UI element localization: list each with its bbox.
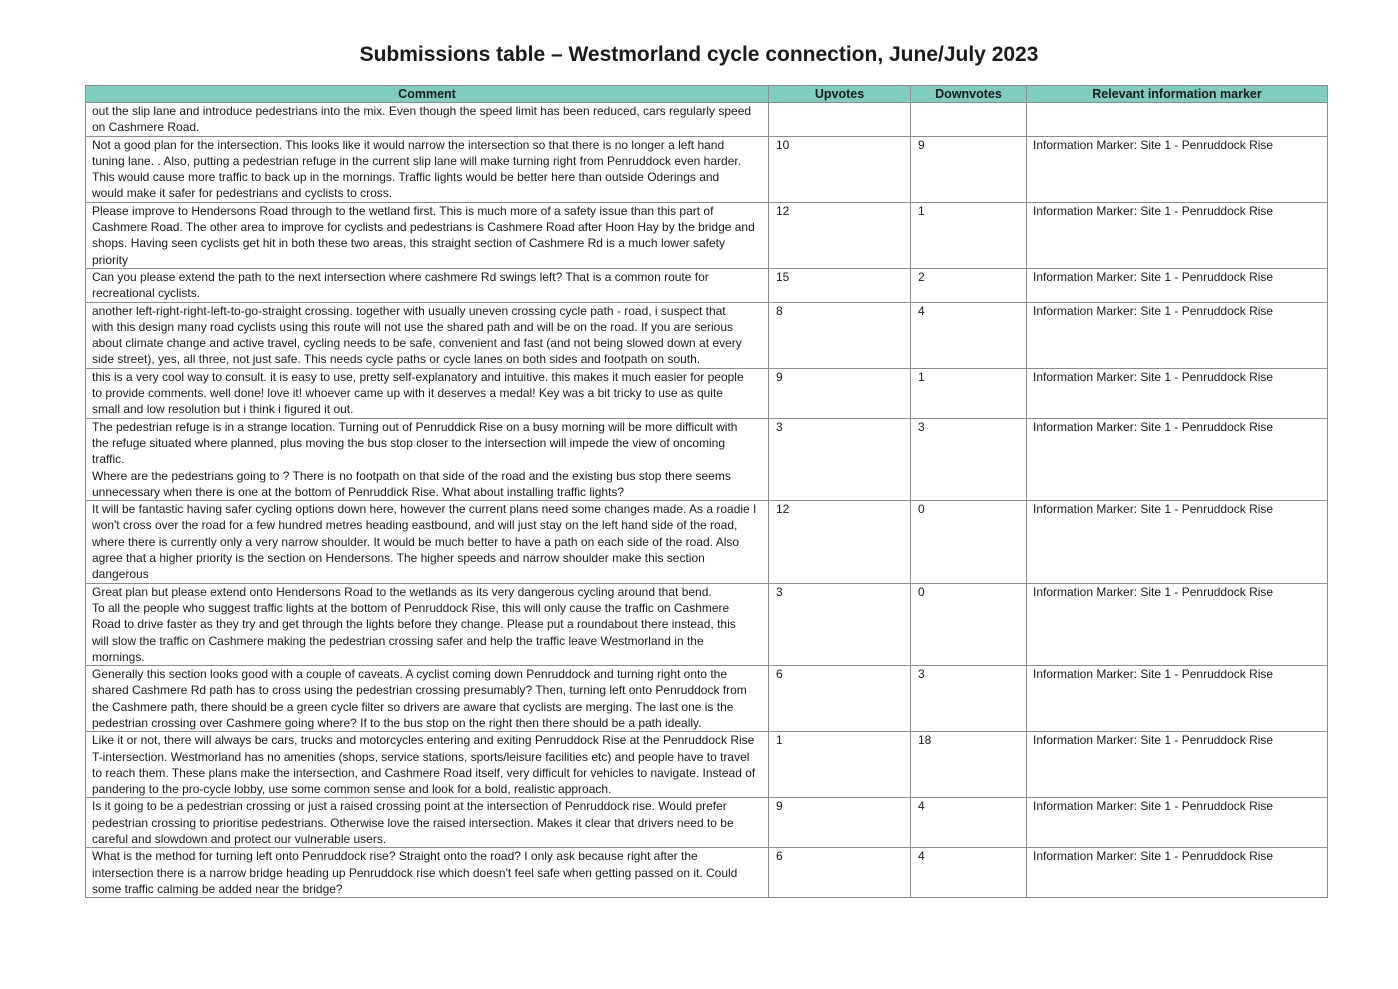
upvotes-cell: 3 bbox=[769, 583, 911, 665]
marker-cell bbox=[1027, 103, 1328, 137]
comment-cell: another left-right-right-left-to-go-straight crossing. together with usually uneven crossing cycle path - road, i suspect that with this design many road cyclists using this route will not use the shared path and will be on the road. If you are serious about climate change and active travel, cycling needs to be safe, convenient and fast (and not being slowed down at every side street), yes, all three, not just safe. This needs cycle paths or cycle lanes on both sides and footpath on south. bbox=[86, 302, 769, 368]
table-row bbox=[86, 103, 1328, 137]
comment-cell: What is the method for turning left onto Penruddock rise? Straight onto the road? I only ask because right after the intersection there is a narrow bridge heading up Penruddock rise which doesn't feel safe when getting passed on it. Could some traffic calming be added near the bridge? bbox=[86, 848, 769, 898]
upvotes-cell: 6 bbox=[769, 848, 911, 898]
downvotes-cell: 9 bbox=[911, 136, 1027, 202]
table-row bbox=[86, 418, 1328, 500]
table-row bbox=[86, 583, 1328, 665]
marker-cell: Information Marker: Site 1 - Penruddock Rise bbox=[1027, 798, 1328, 848]
table-body bbox=[86, 103, 1328, 898]
comment-cell: Like it or not, there will always be cars, trucks and motorcycles entering and exiting Penruddock Rise at the Penruddock Rise T-intersection. Westmorland has no amenities (shops, service stations, sports/leisure facilities etc) and people have to travel to reach them. These plans make the intersection, and Cashmere Road itself, very difficult for vehicles to navigate. Instead of pandering to the pro-cycle lobby, use some common sense and look for a bold, realistic approach. bbox=[86, 732, 769, 798]
upvotes-cell: 9 bbox=[769, 368, 911, 418]
upvotes-cell: 10 bbox=[769, 136, 911, 202]
marker-cell: Information Marker: Site 1 - Penruddock Rise bbox=[1027, 732, 1328, 798]
downvotes-cell: 1 bbox=[911, 368, 1027, 418]
comment-cell: It will be fantastic having safer cycling options down here, however the current plans need some changes made. As a roadie I won't cross over the road for a few hundred metres heading eastbound, and will just stay on the left hand side of the road, where there is currently only a very narrow shoulder. It would be much better to have a path on each side of the road. Also agree that a higher priority is the section on Hendersons. The higher speeds and narrow shoulder make this section dangerous bbox=[86, 501, 769, 583]
table-header-row bbox=[86, 86, 1328, 103]
header-comment: Comment bbox=[86, 86, 769, 103]
table-row bbox=[86, 302, 1328, 368]
comment-cell: Not a good plan for the intersection. This looks like it would narrow the intersection so that there is no longer a left hand tuning lane. . Also, putting a pedestrian refuge in the current slip lane will make turning right from Penruddock even harder. This would cause more traffic to back up in the mornings. Traffic lights would be better here than outside Oderings and would make it safer for pedestrians and cyclists to cross. bbox=[86, 136, 769, 202]
table-row bbox=[86, 368, 1328, 418]
table-row bbox=[86, 136, 1328, 202]
table-row bbox=[86, 501, 1328, 583]
comment-cell: Generally this section looks good with a couple of caveats. A cyclist coming down Penruddock and turning right onto the shared Cashmere Rd path has to cross using the pedestrian crossing presumably? Then, turning left onto Penruddock from the Cashmere path, there should be a green cycle filter so drivers are aware that cyclists are merging. The last one is the pedestrian crossing over Cashmere going where? If to the bus stop on the right then there should be a path ideally. bbox=[86, 666, 769, 732]
table-row bbox=[86, 268, 1328, 302]
downvotes-cell: 4 bbox=[911, 848, 1027, 898]
marker-cell: Information Marker: Site 1 - Penruddock Rise bbox=[1027, 136, 1328, 202]
submissions-table bbox=[85, 85, 1328, 898]
comment-cell: out the slip lane and introduce pedestrians into the mix. Even though the speed limit has been reduced, cars regularly speed on Cashmere Road. bbox=[86, 103, 769, 137]
upvotes-cell: 8 bbox=[769, 302, 911, 368]
comment-cell: Please improve to Hendersons Road through to the wetland first. This is much more of a safety issue than this part of Cashmere Road. The other area to improve for cyclists and pedestrians is Cashmere Road after Hoon Hay by the bridge and shops. Having seen cyclists get hit in both these two areas, this straight section of Cashmere Rd is a much lower safety priority bbox=[86, 202, 769, 268]
table-row bbox=[86, 732, 1328, 798]
comment-cell: Can you please extend the path to the next intersection where cashmere Rd swings left? That is a common route for recreational cyclists. bbox=[86, 268, 769, 302]
marker-cell: Information Marker: Site 1 - Penruddock Rise bbox=[1027, 666, 1328, 732]
marker-cell: Information Marker: Site 1 - Penruddock Rise bbox=[1027, 418, 1328, 500]
comment-cell: The pedestrian refuge is in a strange location. Turning out of Penruddick Rise on a busy morning will be more difficult with the refuge situated where planned, plus moving the bus stop closer to the intersection will impede the view of oncoming traffic. Where are the pedestrians going to ? There is no footpath on that side of the road and the existing bus stop there seems unnecessary when there is one at the bottom of Penruddick Rise. What about installing traffic lights? bbox=[86, 418, 769, 500]
table-row bbox=[86, 848, 1328, 898]
downvotes-cell: 4 bbox=[911, 302, 1027, 368]
upvotes-cell: 15 bbox=[769, 268, 911, 302]
marker-cell: Information Marker: Site 1 - Penruddock Rise bbox=[1027, 848, 1328, 898]
submissions-table-container bbox=[85, 85, 1327, 898]
upvotes-cell bbox=[769, 103, 911, 137]
marker-cell: Information Marker: Site 1 - Penruddock Rise bbox=[1027, 268, 1328, 302]
downvotes-cell: 18 bbox=[911, 732, 1027, 798]
comment-cell: Great plan but please extend onto Hendersons Road to the wetlands as its very dangerous cycling around that bend. To all the people who suggest traffic lights at the bottom of Penruddock Rise, this will only cause the traffic on Cashmere Road to drive faster as they try and get through the lights before they change. Please put a roundabout there instead, this will slow the traffic on Cashmere making the pedestrian crossing safer and help the traffic leave Westmorland in the mornings. bbox=[86, 583, 769, 665]
header-marker: Relevant information marker bbox=[1027, 86, 1328, 103]
upvotes-cell: 12 bbox=[769, 501, 911, 583]
marker-cell: Information Marker: Site 1 - Penruddock Rise bbox=[1027, 302, 1328, 368]
upvotes-cell: 9 bbox=[769, 798, 911, 848]
downvotes-cell: 3 bbox=[911, 418, 1027, 500]
table-row bbox=[86, 798, 1328, 848]
marker-cell: Information Marker: Site 1 - Penruddock Rise bbox=[1027, 501, 1328, 583]
upvotes-cell: 6 bbox=[769, 666, 911, 732]
comment-cell: this is a very cool way to consult. it is easy to use, pretty self-explanatory and intuitive. this makes it much easier for people to provide comments. well done! love it! whoever came up with it deserves a medal! Key was a bit tricky to use as quite small and low resolution but i think i figured it out. bbox=[86, 368, 769, 418]
page-title: Submissions table – Westmorland cycle connection, June/July 2023 bbox=[359, 43, 1039, 66]
header-upvotes: Upvotes bbox=[769, 86, 911, 103]
downvotes-cell: 1 bbox=[911, 202, 1027, 268]
comment-cell: Is it going to be a pedestrian crossing or just a raised crossing point at the intersection of Penruddock rise. Would prefer pedestrian crossing to prioritise pedestrians. Otherwise love the raised intersection. Makes it clear that drivers need to be careful and slowdown and protect our vulnerable users. bbox=[86, 798, 769, 848]
downvotes-cell: 2 bbox=[911, 268, 1027, 302]
downvotes-cell: 0 bbox=[911, 583, 1027, 665]
table-row bbox=[86, 666, 1328, 732]
downvotes-cell: 3 bbox=[911, 666, 1027, 732]
upvotes-cell: 12 bbox=[769, 202, 911, 268]
downvotes-cell: 0 bbox=[911, 501, 1027, 583]
marker-cell: Information Marker: Site 1 - Penruddock Rise bbox=[1027, 202, 1328, 268]
upvotes-cell: 1 bbox=[769, 732, 911, 798]
upvotes-cell: 3 bbox=[769, 418, 911, 500]
marker-cell: Information Marker: Site 1 - Penruddock Rise bbox=[1027, 368, 1328, 418]
header-downvotes: Downvotes bbox=[911, 86, 1027, 103]
downvotes-cell: 4 bbox=[911, 798, 1027, 848]
marker-cell: Information Marker: Site 1 - Penruddock Rise bbox=[1027, 583, 1328, 665]
downvotes-cell bbox=[911, 103, 1027, 137]
table-row bbox=[86, 202, 1328, 268]
